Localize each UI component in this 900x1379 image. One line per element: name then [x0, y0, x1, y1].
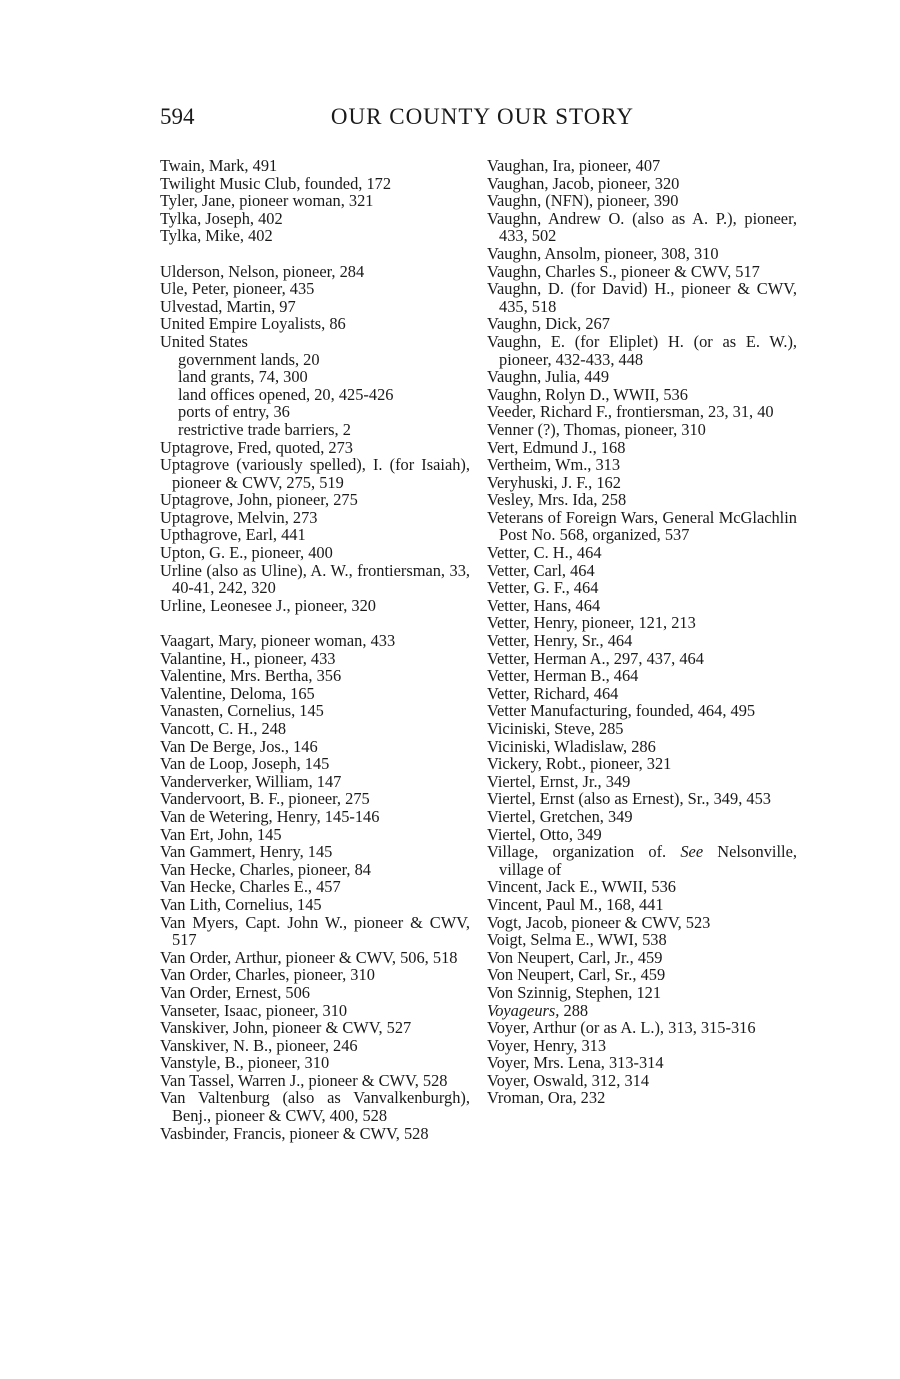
entry-text: Vincent, Jack E., WWII, 536	[487, 877, 676, 897]
entry-text: Vaughn, (NFN), pioneer, 390	[487, 191, 679, 211]
see-reference: See	[680, 842, 704, 862]
index-entry	[160, 227, 470, 245]
index-entry	[487, 826, 797, 844]
index-entry	[160, 157, 470, 175]
entry-text: Viertel, Gretchen, 349	[487, 806, 633, 826]
index-entry	[160, 878, 470, 896]
entry-text: Vetter, Richard, 464	[487, 683, 619, 703]
index-entry	[160, 333, 470, 351]
index-entry	[487, 456, 797, 474]
index-entry	[487, 263, 797, 281]
index-entry	[487, 1019, 797, 1037]
index-entry	[160, 597, 470, 615]
index-entry	[160, 896, 470, 914]
index-entry	[160, 175, 470, 193]
entry-text: Venner (?), Thomas, pioneer, 310	[487, 419, 706, 439]
index-entry	[487, 808, 797, 826]
entry-text: restrictive trade barriers, 2	[178, 419, 351, 439]
entry-text: Ule, Peter, pioneer, 435	[160, 279, 315, 299]
entry-text: Van de Loop, Joseph, 145	[160, 754, 330, 774]
entry-text: Viciniski, Steve, 285	[487, 719, 624, 738]
entry-text: Uptagrove (variously spelled), I. (for Isaiah), pioneer & CWV, 275, 519	[160, 455, 470, 492]
entry-text: Vaughn, E. (for Eliplet) H. (or as E. W.), pioneer, 432-433, 448	[487, 331, 797, 369]
entry-text: Van Order, Ernest, 506	[160, 982, 311, 1002]
entry-text: Urline (also as Uline), A. W., frontiersman, 33, 40-41, 242, 320	[160, 560, 470, 598]
index-entry	[487, 949, 797, 967]
index-entry	[487, 386, 797, 404]
index-entry	[487, 544, 797, 562]
index-entry	[160, 1019, 470, 1037]
entry-text: Tylka, Mike, 402	[160, 226, 273, 246]
entry-text: land grants, 74, 300	[178, 367, 308, 387]
section-gap	[160, 245, 470, 263]
index-entry	[487, 931, 797, 949]
index-entry	[160, 192, 470, 210]
index-column-left	[160, 157, 470, 1142]
entry-text: Van Ert, John, 145	[160, 824, 282, 844]
entry-text: Vincent, Paul M., 168, 441	[487, 894, 664, 914]
entry-text: Upthagrove, Earl, 441	[160, 525, 306, 545]
page-number: 594	[160, 104, 195, 129]
entry-text: Van Lith, Cornelius, 145	[160, 894, 322, 914]
entry-text: Vert, Edmund J., 168	[487, 437, 626, 457]
index-entry	[160, 526, 470, 544]
entry-text: Van de Wetering, Henry, 145-146	[160, 806, 380, 826]
entry-text: Uptagrove, Melvin, 273	[160, 507, 318, 527]
index-entry	[160, 456, 470, 491]
index-entry	[160, 720, 470, 738]
entry-text: Van De Berge, Jos., 146	[160, 736, 318, 756]
index-entry	[487, 1054, 797, 1072]
entry-text: Vetter, Herman B., 464	[487, 666, 639, 686]
index-entry	[487, 280, 797, 315]
entry-text: Vandervoort, B. F., pioneer, 275	[160, 789, 370, 809]
index-entry	[487, 175, 797, 193]
entry-text: Vaughn, Rolyn D., WWII, 536	[487, 384, 688, 404]
entry-text: Viertel, Otto, 349	[487, 824, 602, 844]
index-entry	[160, 667, 470, 685]
index-entry	[160, 544, 470, 562]
entry-text: Vasbinder, Francis, pioneer & CWV, 528	[160, 1123, 429, 1143]
index-entry	[160, 650, 470, 668]
entry-text: Valentine, Deloma, 165	[160, 683, 315, 703]
index-entry	[487, 843, 797, 878]
index-entry	[487, 245, 797, 263]
entry-text: Uptagrove, Fred, quoted, 273	[160, 437, 354, 457]
entry-text: Vertheim, Wm., 313	[487, 455, 621, 475]
entry-text: Vanderverker, William, 147	[160, 771, 342, 791]
index-entry	[487, 650, 797, 668]
index-entry	[160, 966, 470, 984]
entry-text: Vetter, Carl, 464	[487, 560, 595, 580]
index-entry	[160, 790, 470, 808]
entry-text: Vogt, Jacob, pioneer & CWV, 523	[487, 912, 711, 932]
index-entry	[160, 1125, 470, 1143]
index-entry	[487, 192, 797, 210]
index-entry	[487, 614, 797, 632]
entry-text: Veryhuski, J. F., 162	[487, 472, 621, 492]
index-entry	[160, 1072, 470, 1090]
entry-text: Urline, Leonesee J., pioneer, 320	[160, 595, 376, 615]
index-subentry	[160, 403, 470, 421]
entry-text: Von Neupert, Carl, Sr., 459	[487, 965, 666, 985]
index-entry	[160, 632, 470, 650]
entry-text: Viciniski, Wladislaw, 286	[487, 736, 656, 756]
index-entry	[487, 579, 797, 597]
entry-text: Voigt, Selma E., WWI, 538	[487, 930, 667, 950]
entry-text: Van Hecke, Charles, pioneer, 84	[160, 859, 371, 879]
index-entry	[160, 843, 470, 861]
index-entry	[487, 1072, 797, 1090]
entry-text: Vaughn, Charles S., pioneer & CWV, 517	[487, 261, 760, 281]
index-entry	[160, 914, 470, 949]
entry-text: land offices opened, 20, 425-426	[178, 384, 394, 404]
entry-text: Vancott, C. H., 248	[160, 719, 287, 738]
entry-text: Von Neupert, Carl, Jr., 459	[487, 947, 663, 967]
index-entry	[160, 439, 470, 457]
index-entry	[160, 773, 470, 791]
entry-text: Vaughn, Ansolm, pioneer, 308, 310	[487, 243, 719, 263]
index-entry	[487, 421, 797, 439]
entry-text: Twilight Music Club, founded, 172	[160, 173, 392, 193]
index-entry	[160, 1002, 470, 1020]
entry-text: Viertel, Ernst (also as Ernest), Sr., 349, 453	[487, 789, 771, 809]
entry-text: Voyer, Mrs. Lena, 313-314	[487, 1053, 664, 1073]
index-entry	[160, 949, 470, 967]
entry-text: Voyer, Arthur (or as A. L.), 313, 315-316	[487, 1018, 756, 1038]
index-entry	[160, 280, 470, 298]
index-entry	[160, 509, 470, 527]
entry-text: Vesley, Mrs. Ida, 258	[487, 490, 627, 510]
entry-text: Veterans of Foreign Wars, General McGlachlin Post No. 568, organized, 537	[487, 507, 797, 545]
entry-text: Vetter Manufacturing, founded, 464, 495	[487, 701, 756, 721]
entry-text: Viertel, Ernst, Jr., 349	[487, 771, 631, 791]
entry-text: Van Tassel, Warren J., pioneer & CWV, 528	[160, 1070, 448, 1090]
entry-text: Vanskiver, John, pioneer & CWV, 527	[160, 1018, 412, 1038]
index-entry	[160, 1089, 470, 1124]
entry-text: United States	[160, 331, 248, 351]
entry-text: Van Hecke, Charles E., 457	[160, 877, 341, 897]
index-entry	[487, 914, 797, 932]
index-entry	[487, 439, 797, 457]
entry-text: ports of entry, 36	[178, 402, 290, 422]
entry-text: Voyer, Henry, 313	[487, 1035, 607, 1055]
entry-text: Valantine, H., pioneer, 433	[160, 648, 336, 668]
index-entry	[487, 315, 797, 333]
index-entry	[487, 509, 797, 544]
page-header	[160, 104, 634, 138]
entry-text: Vetter, Henry, Sr., 464	[487, 631, 633, 651]
entry-text: Van Order, Arthur, pioneer & CWV, 506, 518	[160, 947, 458, 967]
entry-text: Veeder, Richard F., frontiersman, 23, 31, 40	[487, 402, 774, 422]
index-entry	[487, 702, 797, 720]
index-entry	[487, 403, 797, 421]
entry-text: 288	[563, 1000, 589, 1020]
index-entry	[160, 1037, 470, 1055]
index-entry	[487, 597, 797, 615]
entry-text: Vaagart, Mary, pioneer woman, 433	[160, 631, 396, 651]
index-subentry	[160, 386, 470, 404]
section-gap	[160, 614, 470, 632]
entry-text: Von Szinnig, Stephen, 121	[487, 982, 662, 1002]
entry-text: Vaughan, Jacob, pioneer, 320	[487, 173, 680, 193]
index-entry	[160, 315, 470, 333]
entry-text: Vaughan, Ira, pioneer, 407	[487, 156, 661, 175]
index-entry	[160, 826, 470, 844]
entry-text: Vetter, Henry, pioneer, 121, 213	[487, 613, 696, 633]
entry-text: Vanskiver, N. B., pioneer, 246	[160, 1035, 358, 1055]
see-target: Nelsonville, village of	[499, 842, 797, 879]
index-entry	[487, 1089, 797, 1107]
index-entry	[487, 1037, 797, 1055]
index-entry	[487, 720, 797, 738]
entry-text: Village, organization of.	[487, 842, 667, 862]
entry-text: Vetter, Hans, 464	[487, 595, 601, 615]
index-entry	[160, 702, 470, 720]
entry-text: Vaughn, Dick, 267	[487, 314, 610, 334]
index-entry	[487, 562, 797, 580]
entry-text: Van Valtenburg (also as Vanvalkenburgh), Benj., pioneer & CWV, 400, 528	[160, 1088, 470, 1126]
index-entry	[487, 474, 797, 492]
entry-text: Uptagrove, John, pioneer, 275	[160, 490, 358, 510]
index-entry	[487, 773, 797, 791]
entry-text: Tyler, Jane, pioneer woman, 321	[160, 191, 374, 211]
index-entry	[487, 667, 797, 685]
entry-text: Ulderson, Nelson, pioneer, 284	[160, 261, 365, 281]
index-subentry	[160, 368, 470, 386]
index-entry	[160, 1054, 470, 1072]
entry-text: Ulvestad, Martin, 97	[160, 296, 296, 316]
index-entry	[487, 632, 797, 650]
entry-text: Vanseter, Isaac, pioneer, 310	[160, 1000, 348, 1020]
index-entry	[160, 685, 470, 703]
italic-term: Voyageurs,	[487, 1000, 560, 1020]
entry-text: government lands, 20	[178, 349, 320, 369]
index-entry	[160, 562, 470, 597]
index-entry	[487, 878, 797, 896]
entry-text: Vaughn, Julia, 449	[487, 367, 610, 387]
index-entry	[160, 491, 470, 509]
index-entry	[160, 263, 470, 281]
index-subentry	[160, 421, 470, 439]
index-entry	[160, 298, 470, 316]
index-entry	[487, 210, 797, 245]
entry-text: Vetter, C. H., 464	[487, 543, 602, 563]
entry-text: Valentine, Mrs. Bertha, 356	[160, 666, 342, 686]
entry-text: Voyer, Oswald, 312, 314	[487, 1070, 650, 1090]
entry-text: Vanasten, Cornelius, 145	[160, 701, 324, 721]
index-entry	[160, 738, 470, 756]
index-entry	[487, 984, 797, 1002]
index-subentry	[160, 351, 470, 369]
index-column-right	[487, 157, 797, 1107]
index-entry	[160, 755, 470, 773]
index-entry	[160, 210, 470, 228]
index-entry	[487, 368, 797, 386]
index-entry	[160, 808, 470, 826]
entry-text: Van Order, Charles, pioneer, 310	[160, 965, 375, 985]
index-entry	[487, 755, 797, 773]
index-entry	[487, 966, 797, 984]
entry-text: Vaughn, Andrew O. (also as A. P.), pioneer, 433, 502	[487, 208, 797, 246]
index-entry	[160, 984, 470, 1002]
entry-text: Upton, G. E., pioneer, 400	[160, 543, 333, 563]
index-entry	[487, 896, 797, 914]
entry-text: Vanstyle, B., pioneer, 310	[160, 1053, 330, 1073]
entry-text: United Empire Loyalists, 86	[160, 314, 346, 334]
index-entry	[487, 685, 797, 703]
entry-text: Vaughn, D. (for David) H., pioneer & CWV, 435, 518	[487, 279, 797, 316]
entry-text: Vickery, Robt., pioneer, 321	[487, 754, 672, 774]
entry-text: Tylka, Joseph, 402	[160, 208, 283, 228]
entry-text: Twain, Mark, 491	[160, 156, 278, 175]
entry-text: Van Gammert, Henry, 145	[160, 842, 333, 862]
index-entry	[487, 790, 797, 808]
index-entry	[487, 157, 797, 175]
index-entry	[487, 491, 797, 509]
entry-text: Vetter, G. F., 464	[487, 578, 599, 598]
index-entry	[160, 861, 470, 879]
entry-text: Vetter, Herman A., 297, 437, 464	[487, 648, 704, 668]
index-entry	[487, 333, 797, 368]
index-entry	[487, 1002, 797, 1020]
index-entry	[487, 738, 797, 756]
running-title: OUR COUNTY OUR STORY	[330, 104, 634, 129]
entry-text: Van Myers, Capt. John W., pioneer & CWV, 517	[160, 912, 470, 950]
entry-text: Vroman, Ora, 232	[487, 1088, 606, 1108]
